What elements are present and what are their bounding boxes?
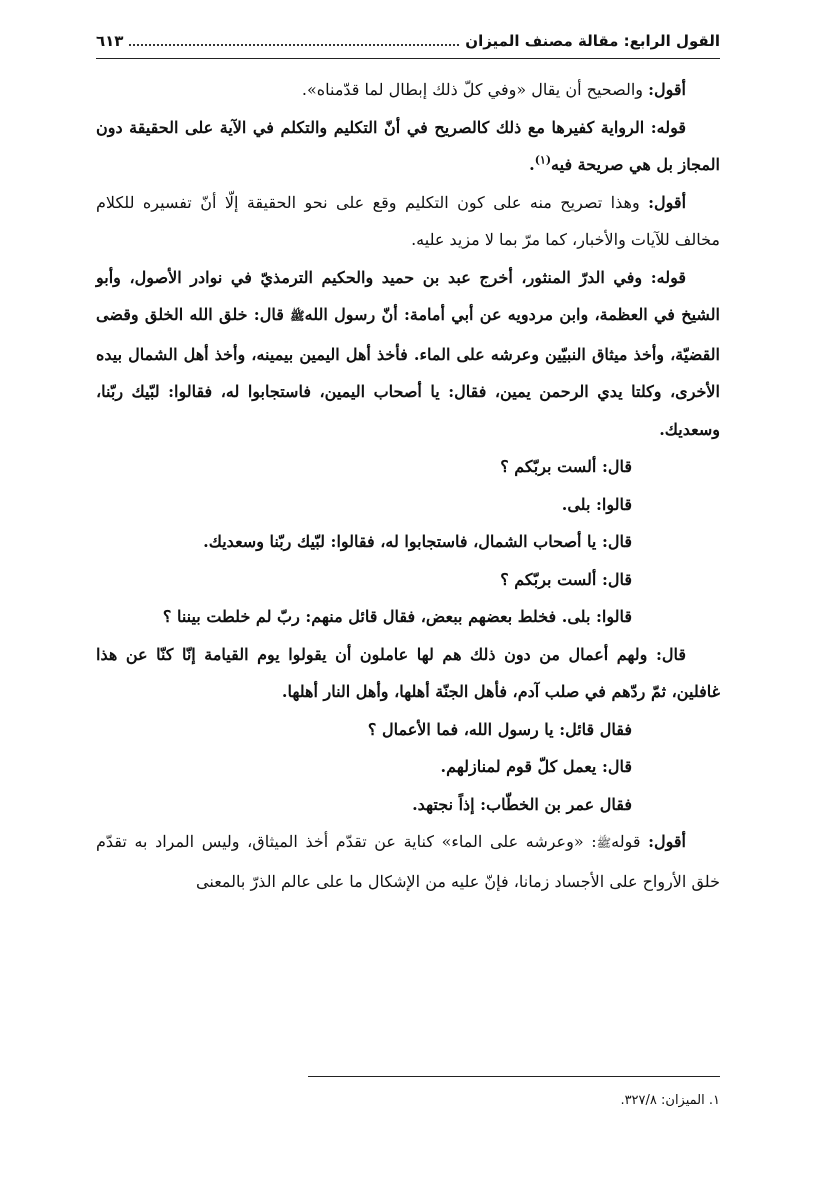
paragraph-text: قوله (611, 832, 649, 851)
footnote-reference: (١) (534, 153, 552, 167)
dialogue-line: قال: ألست بربّكم ؟ (500, 457, 632, 476)
footnote-divider (308, 1076, 720, 1077)
dialogue-line: قالوا: بلى. (561, 494, 632, 514)
closing-paragraph (96, 823, 720, 900)
dialogue-line: قال: ألست بربّكم ؟ (500, 569, 632, 589)
paragraph-lead: أقول: (648, 80, 686, 99)
paragraph-lead: قوله: (650, 267, 686, 287)
leader-dots (129, 30, 459, 46)
running-header (96, 28, 720, 59)
book-page (96, 28, 720, 1148)
paragraph-text: : «وعرشه على الماء» كناية عن تقدّم أخذ الميثاق، وليس المراد به تقدّم خلق الأرواح على الأجساد زمانا، فإنّ عليه من الإشكال ما على عالم الذرّ بالمعنى (96, 832, 720, 891)
chapter-title: القول الرابع: مقالة مصنف الميزان (465, 32, 720, 50)
paragraph-tail: . (529, 155, 535, 174)
paragraph-text: وفي الدرّ المنثور، أخرج عبد بن حميد والحكيم الترمذيّ في نوادر الأصول، وأبو الشيخ في العظمة، وابن مردويه عن أبي أمامة: أنّ رسول الله (96, 267, 720, 324)
paragraph-text: والصحيح أن يقال «وفي كلّ ذلك إبطال لما قدّمناه». (301, 80, 649, 99)
dialogue-line: قال: ولهم أعمال من دون ذلك هم لها عاملون أن يقولوا يوم القيامة إنّا كنّا عن هذا غافلين، ثمّ ردّهم في صلب آدم، فأهل الجنّة أهلها، وأهل النار أهلها. (96, 644, 720, 701)
paragraph-4 (96, 259, 720, 449)
paragraph-2 (96, 109, 720, 184)
dialogue-line: فقال قائل: يا رسول الله، فما الأعمال ؟ (367, 719, 632, 739)
dialogue-line: قال: يعمل كلّ قوم لمنازلهم. (440, 757, 632, 776)
honorific-glyph: ﷺ (290, 309, 305, 323)
paragraph-text: وهذا تصريح منه على كون التكليم وقع على نحو الحقيقة إلّا أنّ تفسيره للكلام مخالف للآيات والأخبار، كما مرّ بما لا مزيد عليه. (96, 192, 720, 249)
paragraph-lead: أقول: (648, 192, 687, 212)
footnote: ١. الميزان: ٣٢٧/٨. (620, 1093, 720, 1108)
dialogue-line: قالوا: بلى. فخلط بعضهم ببعض، فقال قائل منهم: ربّ لم خلطت بيننا ؟ (162, 607, 632, 626)
main-text (96, 71, 720, 900)
honorific-glyph: ﷺ (596, 836, 612, 850)
page-number: ٦١٣ (96, 32, 124, 50)
paragraph-lead: أقول: (648, 832, 686, 851)
paragraph-text: الرواية كفيرها مع ذلك كالصريح في أنّ التكليم والتكلم في الآية على الحقيقة دون المجاز بل هي صريحة فيه (96, 117, 720, 174)
paragraph-lead: قوله: (650, 117, 686, 137)
dialogue-line: فقال عمر بن الخطّاب: إذاً نجتهد. (412, 794, 632, 814)
paragraph-3 (96, 184, 720, 259)
paragraph-1 (96, 71, 720, 109)
dialogue-line: قال: يا أصحاب الشمال، فاستجابوا له، فقالوا: لبّيك ربّنا وسعديك. (203, 532, 632, 551)
paragraph-tail: قال: خلق الله الخلق وقضى القضيّة، وأخذ ميثاق النبيّين وعرشه على الماء. فأخذ أهل اليمين بيمينه، وأخذ أهل الشمال بيده الأخرى، وكلتا يدي الرحمن يمين، فقال: يا أصحاب اليمين، فاستجابوا له، فقالوا: لبّيك ربّنا، وسعديك. (96, 305, 720, 439)
